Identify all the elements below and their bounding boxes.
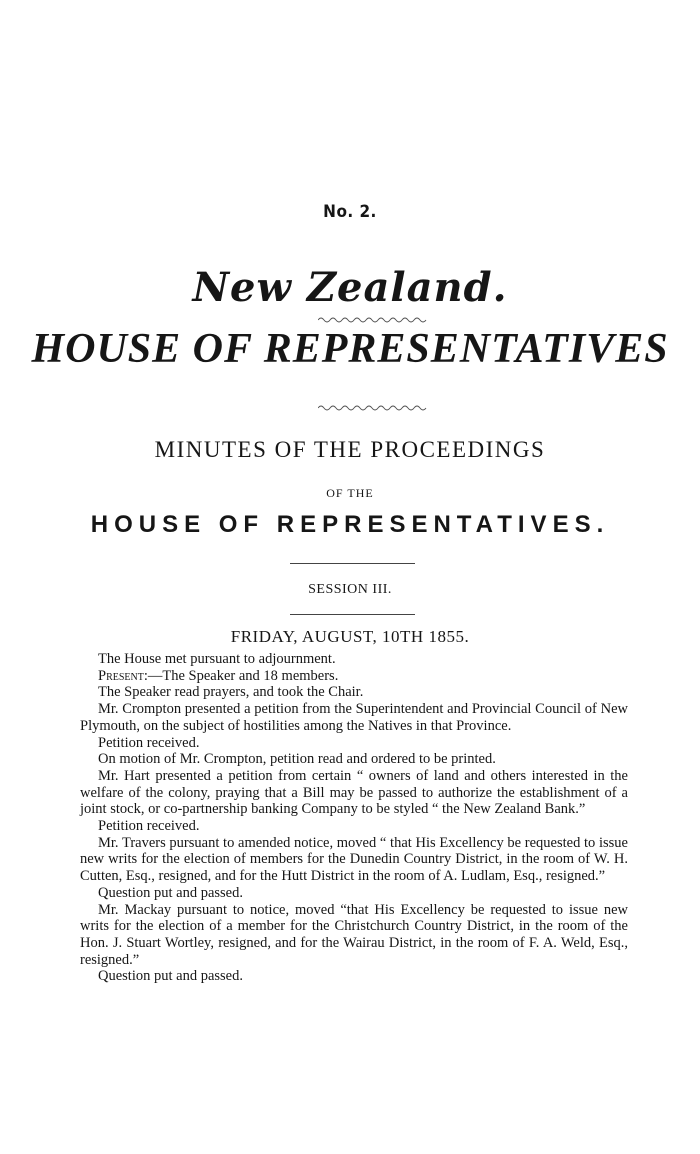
paragraph-prayers: The Speaker read prayers, and took the Chair. bbox=[98, 684, 364, 701]
present-text: :—The Speaker and 18 members. bbox=[143, 667, 339, 684]
house-subtitle: HOUSE OF REPRESENTATIVES. bbox=[90, 511, 610, 538]
sitting-date: FRIDAY, AUGUST, 10TH 1855. bbox=[230, 627, 470, 646]
wavy-divider-top bbox=[318, 316, 428, 324]
paragraph-adjournment: The House met pursuant to adjournment. bbox=[98, 651, 336, 667]
paragraph-hart-petition: Mr. Hart presented a petition from certain “ owners of land and others interested in the welfare of the colony, praying that a Bill may be passed to authorize the establishment of a joint stock, or co-partnership banking Company to be styled “ the New Zealand Bank.” bbox=[80, 767, 628, 818]
rule-above-session bbox=[290, 563, 415, 564]
paragraph-question-passed-1: Question put and passed. bbox=[98, 884, 243, 901]
rule-below-session bbox=[290, 614, 415, 615]
session-label: SESSION III. bbox=[308, 582, 392, 597]
paragraph-present bbox=[80, 668, 628, 685]
minutes-title: MINUTES OF THE PROCEEDINGS bbox=[154, 437, 546, 462]
minutes-body bbox=[80, 651, 628, 985]
wavy-divider-bottom bbox=[318, 404, 428, 412]
paragraph-crompton-petition: Mr. Crompton presented a petition from the Superintendent and Provincial Council of New Plymouth, on the subject of hostilities among the Natives in that Province. bbox=[80, 701, 628, 734]
paragraph-travers-motion: Mr. Travers pursuant to amended notice, moved “ that His Excellency be requested to issue new writs for the election of members for the Dunedin Country District, in the room of W. H. Cutten, Esq., resigned, and for the Hutt District in the room of A. Ludlam, Esq., resigned.” bbox=[80, 834, 628, 885]
country-title: New Zealand. bbox=[192, 264, 508, 311]
present-label: Present bbox=[98, 667, 144, 684]
paragraph-mackay-motion: Mr. Mackay pursuant to notice, moved “that His Excellency be requested to issue new writs for the election of a member for the Christchurch Country District, in the room of the Hon. J. Stuart Wortley, resigned, and for the Wairau District, in the room of F. A. Weld, Esq., resigned.” bbox=[80, 901, 628, 968]
of-the-label: OF THE bbox=[326, 486, 374, 500]
paragraph-petition-received-1: Petition received. bbox=[98, 734, 200, 751]
house-title: HOUSE OF REPRESENTATIVES bbox=[31, 326, 669, 372]
paragraph-question-passed-2: Question put and passed. bbox=[98, 968, 243, 985]
paragraph-crompton-motion: On motion of Mr. Crompton, petition read and ordered to be printed. bbox=[98, 751, 496, 768]
paragraph-petition-received-2: Petition received. bbox=[98, 818, 200, 835]
paper-number: No. 2. bbox=[323, 202, 377, 222]
